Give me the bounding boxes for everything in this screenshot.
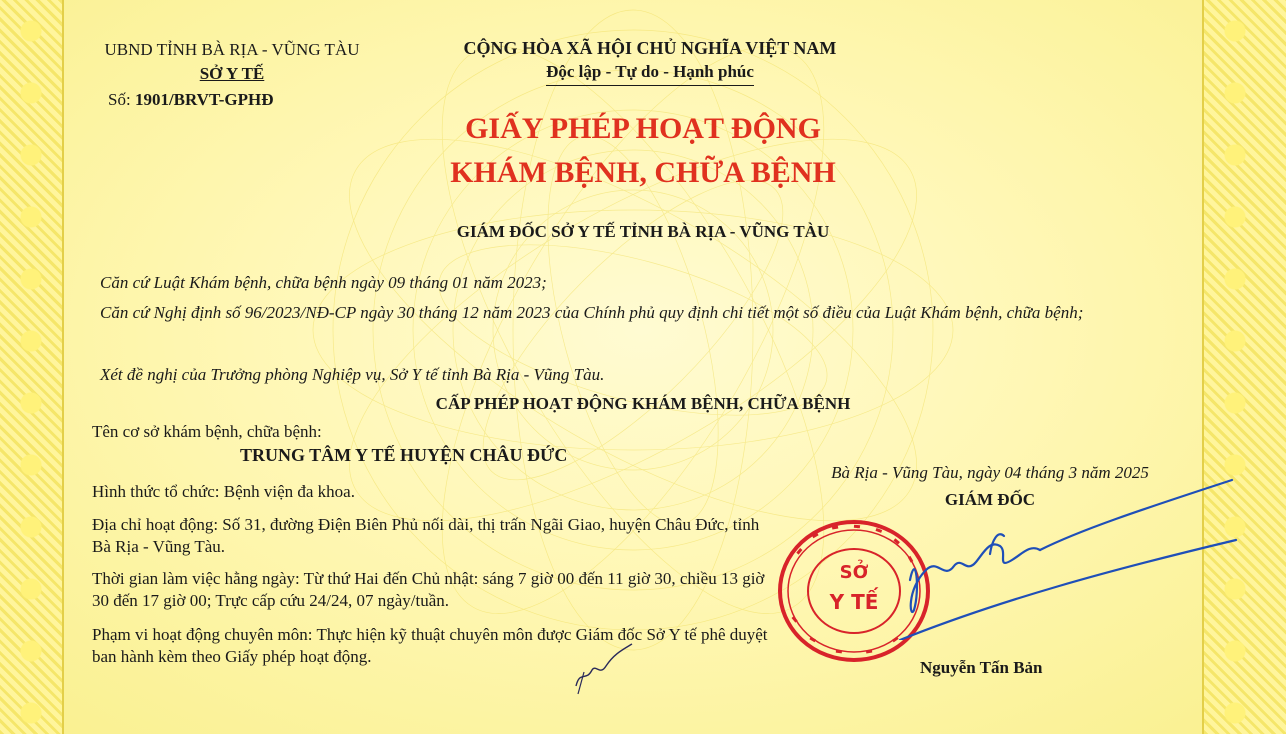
professional-scope: Phạm vi hoạt động chuyên môn: Thực hiện kỹ thuật chuyên môn được Giám đốc Sở Y tế phê duyệt ban hành kèm theo Giấy phép hoạt động. — [92, 625, 768, 666]
facility-name: TRUNG TÂM Y TẾ HUYỆN CHÂU ĐỨC — [240, 445, 568, 465]
national-motto: Độc lập - Tự do - Hạnh phúc — [546, 60, 754, 86]
document-title-line2: KHÁM BỆNH, CHỮA BỆNH — [450, 156, 836, 189]
facility-name-label: Tên cơ sở khám bệnh, chữa bệnh: — [92, 422, 322, 441]
legal-basis-1: Căn cứ Luật Khám bệnh, chữa bệnh ngày 09 tháng 01 năm 2023; — [100, 273, 547, 292]
document-number-label: Số: — [108, 90, 131, 109]
seal-text-yte: Y TẾ — [829, 590, 879, 614]
grant-heading: CẤP PHÉP HOẠT ĐỘNG KHÁM BỆNH, CHỮA BỆNH — [435, 394, 851, 413]
country-name: CỘNG HÒA XÃ HỘI CHỦ NGHĨA VIỆT NAM — [463, 38, 837, 58]
document-number-value: 1901/BRVT-GPHĐ — [134, 90, 274, 109]
legal-basis-3: Xét đề nghị của Trưởng phòng Nghiệp vụ, Sở Y tế tỉnh Bà Rịa - Vũng Tàu. — [100, 365, 605, 384]
director-signature — [880, 470, 1240, 640]
document-number — [62, 88, 402, 112]
initial-signature-mark — [566, 636, 636, 696]
issuing-authority-block — [62, 38, 402, 112]
document-title-line1: GIẤY PHÉP HOẠT ĐỘNG — [465, 112, 821, 145]
signer-position: GIÁM ĐỐC — [944, 490, 1036, 509]
director-heading: GIÁM ĐỐC SỞ Y TẾ TỈNH BÀ RỊA - VŨNG TÀU — [456, 222, 830, 241]
place-and-date: Bà Rịa - Vũng Tàu, ngày 04 tháng 3 năm 2025 — [831, 463, 1149, 482]
authority-name: UBND TỈNH BÀ RỊA - VŨNG TÀU — [104, 40, 360, 59]
signer-name: Nguyễn Tấn Bản — [920, 658, 1043, 677]
decorative-border-left — [0, 0, 64, 734]
department-name: SỞ Y TẾ — [199, 64, 265, 83]
legal-basis-2: Căn cứ Nghị định số 96/2023/NĐ-CP ngày 30 tháng 12 năm 2023 của Chính phủ quy định chi tiết một số điều của Luật Khám bệnh, chữa bệnh; — [100, 303, 1084, 322]
national-heading-block — [400, 36, 900, 86]
working-hours: Thời gian làm việc hằng ngày: Từ thứ Hai đến Chủ nhật: sáng 7 giờ 00 đến 11 giờ 30, chiều 13 giờ 30 đến 17 giờ 00; Trực cấp cứu 24/24, 07 ngày/tuần. — [92, 569, 765, 610]
organization-form: Hình thức tổ chức: Bệnh viện đa khoa. — [92, 482, 355, 501]
operating-address: Địa chỉ hoạt động: Số 31, đường Điện Biên Phủ nối dài, thị trấn Ngãi Giao, huyện Châu Đức, tỉnh Bà Rịa - Vũng Tàu. — [92, 515, 760, 556]
seal-text-so: SỞ — [839, 562, 869, 583]
